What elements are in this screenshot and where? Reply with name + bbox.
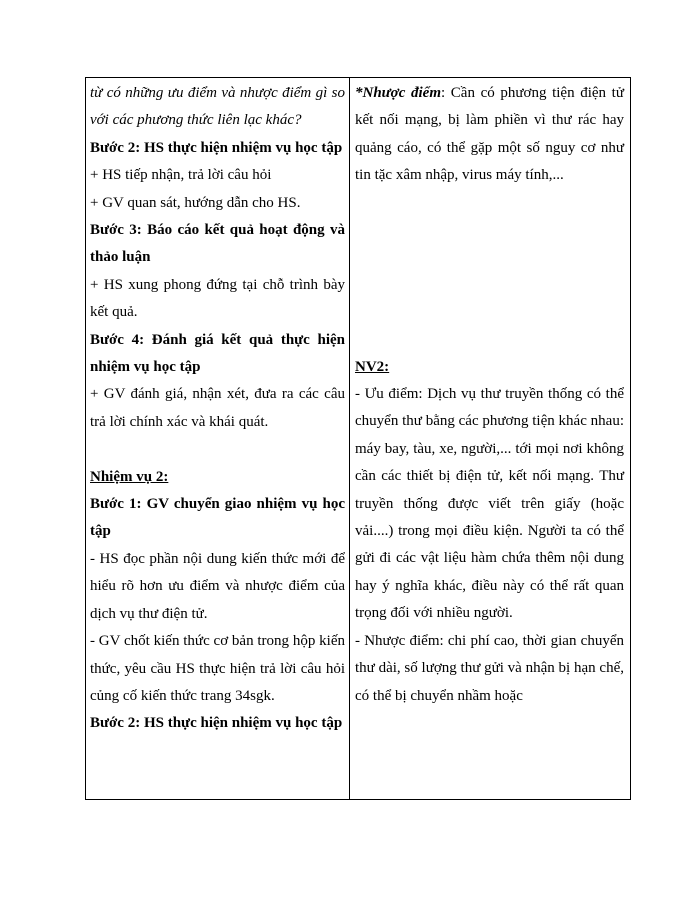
task1-step4-item: + GV đánh giá, nhận xét, đưa ra các câu trả lời chính xác và khái quát. bbox=[90, 386, 345, 430]
task2-heading: Nhiệm vụ 2: bbox=[90, 468, 169, 485]
task1-step2-heading: Bước 2: HS thực hiện nhiệm vụ học tập bbox=[90, 139, 343, 156]
disadvantage-label: *Nhược điểm bbox=[355, 85, 441, 101]
task2-step1-item: - GV chốt kiến thức cơ bản trong hộp kiến thức, yêu cầu HS thực hiện trả lời câu hỏi củng cố kiến thức trang 34sgk. bbox=[90, 633, 345, 704]
task1-step4-heading: Bước 4: Đánh giá kết quả thực hiện nhiệm vụ học tập bbox=[90, 331, 345, 376]
task1-step3-item: + HS xung phong đứng tại chỗ trình bày kết quả. bbox=[90, 276, 345, 321]
product-column bbox=[350, 78, 630, 799]
task1-step2-item: + HS tiếp nhận, trả lời câu hỏi bbox=[90, 167, 272, 184]
intro-question: từ có những ưu điểm và nhược điểm gì so với các phương thức liên lạc khác? bbox=[90, 85, 345, 129]
disadvantage-text: : Cần có phương tiện điện tử kết nối mạng, bị làm phiền vì thư rác hay quảng cáo, có thể gặp một số nguy cơ như tin tặc xâm nhập, virus máy tính,... bbox=[355, 85, 624, 184]
task1-step2-item: + GV quan sát, hướng dẫn cho HS. bbox=[90, 194, 301, 211]
task1-step3-heading: Bước 3: Báo cáo kết quả hoạt động và thảo luận bbox=[90, 222, 345, 266]
nv2-advantage: - Ưu điểm: Dịch vụ thư truyền thống có thể chuyển thư bằng các phương tiện khác nhau: máy bay, tàu, xe, người,... tới mọi nơi không cần các thiết bị điện tử, kết nối mạng. Thư truyền thống được viết trên giấy (hoặc vải....) trong mọi điều kiện. Người ta có thể gửi đi các vật liệu hàm chứa thêm nội dung hay ý nghĩa khác, điều này có thể rất quan trọng đối với nhiều người. bbox=[355, 386, 624, 622]
nv2-heading: NV2: bbox=[355, 358, 390, 375]
task2-step1-item: - HS đọc phần nội dung kiến thức mới để hiểu rõ hơn ưu điểm và nhược điểm của dịch vụ thư điện tử. bbox=[90, 550, 345, 622]
spacer bbox=[90, 436, 345, 463]
task2-step2-heading: Bước 2: HS thực hiện nhiệm vụ học tập bbox=[90, 715, 343, 732]
lesson-table bbox=[85, 77, 631, 800]
task2-step1-heading: Bước 1: GV chuyển giao nhiệm vụ học tập bbox=[90, 496, 345, 540]
spacer bbox=[355, 190, 624, 354]
nv2-disadvantage: - Nhược điểm: chi phí cao, thời gian chuyển thư dài, số lượng thư gửi và nhận bị hạn chế, có thể bị chuyển nhầm hoặc bbox=[355, 632, 624, 704]
activity-column bbox=[86, 78, 350, 799]
disadvantage-paragraph bbox=[355, 80, 624, 190]
